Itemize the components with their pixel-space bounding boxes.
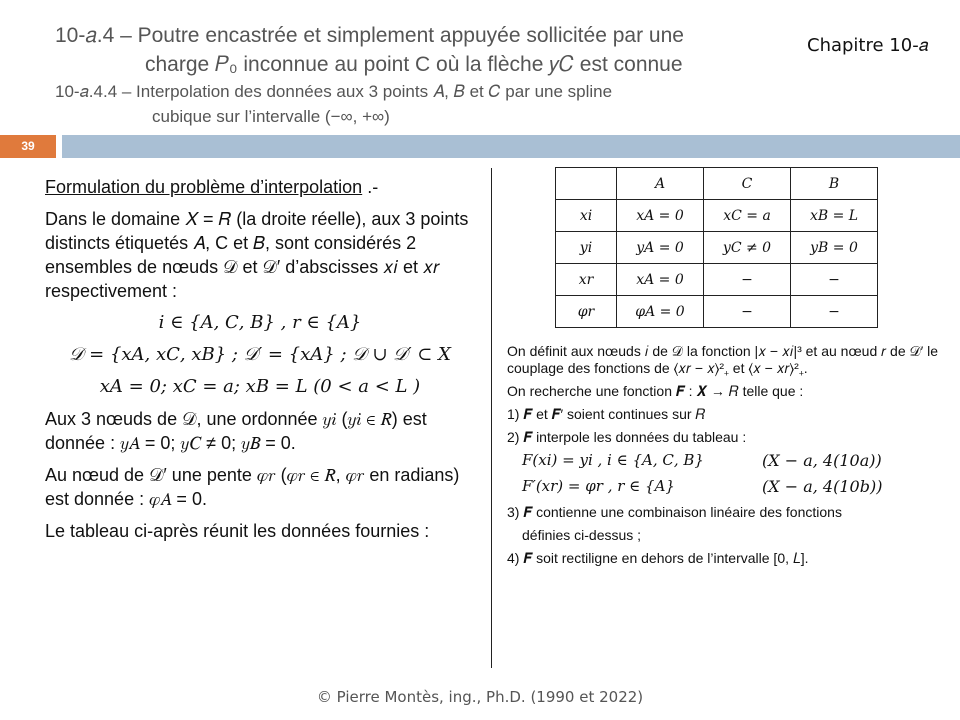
page-number: 39 xyxy=(0,135,56,158)
equation-lhs: 𝐹(𝑥𝑖) = 𝑦𝑖 , 𝑖 ∈ {𝐴, 𝐶, 𝐵} xyxy=(522,451,704,469)
page-bar xyxy=(0,135,960,158)
right-column xyxy=(507,343,947,573)
table-cell: 𝑦𝐴 = 0 xyxy=(617,232,704,264)
paragraph-domain: Dans le domaine 𝑋 = 𝑅 (la droite réelle), aux 3 points distincts étiquetés 𝐴, C et 𝐵, sont considérés 2 ensembles de nœuds 𝒟 et 𝒟′ d’abscisses 𝑥𝑖 et 𝑥𝑟 respectivement : xyxy=(45,209,469,301)
condition-2: 2) 𝑭 interpole les données du tableau : xyxy=(507,429,747,445)
table-cell: 𝜑𝑟 xyxy=(556,296,617,328)
equation-lhs: 𝐹′(𝑥𝑟) = 𝜑𝑟 , 𝑟 ∈ {𝐴} xyxy=(522,477,675,495)
condition-4: 4) 𝑭 soit rectiligne en dehors de l’intervalle [0, 𝐿]. xyxy=(507,550,809,566)
equation-reference: (𝑋 − 𝑎, 4(10𝑏)) xyxy=(762,477,883,496)
table-cell: 𝑥𝐴 = 0 xyxy=(617,200,704,232)
slide-title-line1: 10-𝑎.4 – Poutre encastrée et simplement appuyée sollicitée par une xyxy=(55,24,684,47)
slide-subtitle-line2: cubique sur l’intervalle (−∞, +∞) xyxy=(152,107,390,126)
table-cell: 𝑥𝐶 = 𝑎 xyxy=(704,200,791,232)
table-cell: 𝑥𝐴 = 0 xyxy=(617,264,704,296)
slide-subtitle-line1: 10-𝑎.4.4 – Interpolation des données aux 3 points 𝐴, 𝐵 et 𝐶 par une spline xyxy=(55,82,613,101)
table-header-cell xyxy=(556,168,617,200)
condition-3-continued: définies ci-dessus ; xyxy=(522,527,642,543)
table-cell: − xyxy=(791,264,878,296)
slide-title-line2: charge 𝑃₀ inconnue au point C où la flèche 𝑦𝐶 est connue xyxy=(145,53,683,76)
table-cell: 𝑥𝑖 xyxy=(556,200,617,232)
table-header-cell: 𝐵 xyxy=(791,168,878,200)
footer-copyright: © Pierre Montès, ing., Ph.D. (1990 et 2022) xyxy=(316,688,644,706)
title-underline-bar xyxy=(62,135,960,158)
table-cell: − xyxy=(791,296,878,328)
equation-index-sets: 𝑖 ∈ {𝐴, 𝐶, 𝐵} , 𝑟 ∈ {𝐴} xyxy=(158,312,362,333)
chapter-label: Chapitre 10-𝑎 xyxy=(807,35,929,56)
table-row xyxy=(556,200,878,232)
left-column xyxy=(45,175,475,551)
table-header-row xyxy=(556,168,878,200)
table-cell: 𝑦𝐶 ≠ 0 xyxy=(704,232,791,264)
equation-abscissas: 𝑥𝐴 = 0; 𝑥𝐶 = 𝑎; 𝑥𝐵 = 𝐿 (0 < 𝑎 < 𝐿 ) xyxy=(99,376,421,397)
equation-node-sets: 𝒟 = {𝑥𝐴, 𝑥𝐶, 𝑥𝐵} ; 𝒟′ = {𝑥𝐴} ; 𝒟 ∪ 𝒟′ ⊂ 𝑋 xyxy=(69,344,451,365)
data-table xyxy=(555,167,878,328)
paragraph-basis-functions: On définit aux nœuds 𝑖 de 𝒟 la fonction |𝑥 − 𝑥𝑖|³ et au nœud 𝑟 de 𝒟′ le couplage des fonctions de ⟨𝑥𝑟 − 𝑥⟩²₊ et ⟨𝑥 − 𝑥𝑟⟩²₊. xyxy=(507,343,939,376)
equation-interpolation-values xyxy=(507,452,947,478)
section-heading: Formulation du problème d’interpolation .- xyxy=(45,177,379,197)
column-divider xyxy=(491,168,492,668)
table-row xyxy=(556,296,878,328)
table-row xyxy=(556,232,878,264)
table-cell: 𝑦𝐵 = 0 xyxy=(791,232,878,264)
slide-header xyxy=(0,0,960,130)
condition-3: 3) 𝑭 contienne une combinaison linéaire des fonctions xyxy=(507,504,842,520)
paragraph-search-function: On recherche une fonction 𝑭 : 𝑿 → 𝑅 telle que : xyxy=(507,383,804,399)
table-header-cell: 𝐶 xyxy=(704,168,791,200)
table-cell: − xyxy=(704,264,791,296)
table-cell: 𝑥𝐵 = 𝐿 xyxy=(791,200,878,232)
table-cell: 𝑥𝑟 xyxy=(556,264,617,296)
table-cell: 𝜑𝐴 = 0 xyxy=(617,296,704,328)
table-cell: 𝑦𝑖 xyxy=(556,232,617,264)
table-header-cell: 𝐴 xyxy=(617,168,704,200)
table-row xyxy=(556,264,878,296)
equation-interpolation-slopes xyxy=(507,478,947,504)
equation-reference: (𝑋 − 𝑎, 4(10𝑎)) xyxy=(762,451,882,470)
paragraph-table-intro: Le tableau ci-après réunit les données fournies : xyxy=(45,521,430,541)
table-cell: − xyxy=(704,296,791,328)
condition-1: 1) 𝑭 et 𝑭′ soient continues sur 𝑅 xyxy=(507,406,706,422)
paragraph-slope: Au nœud de 𝒟′ une pente 𝜑𝑟 (𝜑𝑟 ∈ 𝑅, 𝜑𝑟 en radians) est donnée : 𝜑𝐴 = 0. xyxy=(45,465,460,509)
paragraph-ordinates: Aux 3 nœuds de 𝒟, une ordonnée 𝑦𝑖 (𝑦𝑖 ∈ 𝑅) est donnée : 𝑦𝐴 = 0; 𝑦𝐶 ≠ 0; 𝑦𝐵 = 0. xyxy=(45,409,427,453)
